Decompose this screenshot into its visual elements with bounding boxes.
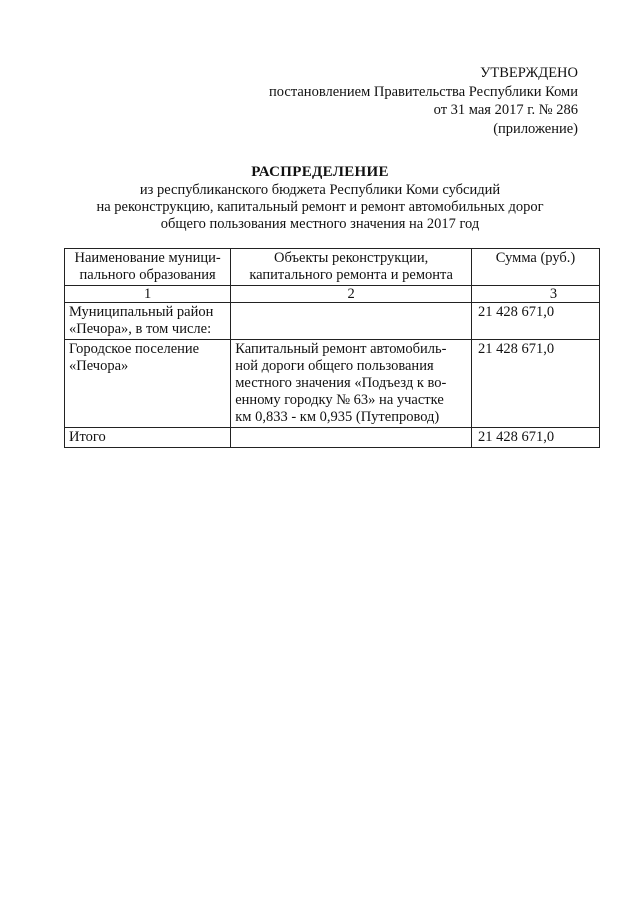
row-object-line-5: км 0,833 - км 0,935 (Путепровод) [235,409,440,425]
row-object-line-4: енному городку № 63» на участке [235,392,444,408]
row-object [231,303,472,340]
header-objects [231,249,472,286]
table-header-row [65,249,600,286]
row-amount: 21 428 671,0 [472,303,600,340]
row-municipality-line-1: Муниципальный район [69,304,214,320]
header-municipality-line-1: Наименование муници- [74,250,221,266]
row-amount: 21 428 671,0 [472,340,600,428]
document-title [40,164,600,233]
row-object-line-2: ной дороги общего пользования [235,358,434,374]
column-number-row [65,286,600,303]
header-municipality-line-2: пального образования [79,267,216,283]
row-municipality: Итого [65,428,231,448]
approval-stamp [269,64,578,138]
title-main: РАСПРЕДЕЛЕНИЕ [251,164,389,180]
approval-date: от 31 мая 2017 г. № 286 [433,102,578,118]
column-number-1: 1 [65,286,231,303]
row-object [231,340,472,428]
row-municipality-line-2: «Печора» [69,358,129,374]
row-municipality-line-1: Городское поселение [69,341,200,357]
title-line-2: на реконструкцию, капитальный ремонт и ремонт автомобильных дорог [96,199,544,215]
approval-note: (приложение) [493,120,578,137]
row-municipality-line-2: «Печора», в том числе: [69,321,212,337]
row-municipality [65,340,231,428]
title-line-1: из республиканского бюджета Республики Коми субсидий [139,182,501,198]
distribution-table [64,248,600,448]
table-row [65,340,600,428]
table-row [65,303,600,340]
header-objects-line-2: капитального ремонта и ремонта [249,267,453,283]
header-objects-line-1: Объекты реконструкции, [274,250,429,266]
title-line-3: общего пользования местного значения на 2017 год [160,216,480,232]
row-object-line-3: местного значения «Подъезд к во- [235,375,447,391]
approval-title: УТВЕРЖДЕНО [480,65,578,81]
table-row-total [65,428,600,448]
header-amount: Сумма (руб.) [472,249,600,286]
row-object [231,428,472,448]
approval-decree: постановлением Правительства Республики Коми [269,83,578,100]
row-municipality [65,303,231,340]
header-municipality [65,249,231,286]
column-number-2: 2 [231,286,472,303]
row-amount: 21 428 671,0 [472,428,600,448]
column-number-3: 3 [472,286,600,303]
row-object-line-1: Капитальный ремонт автомобиль- [235,341,447,357]
